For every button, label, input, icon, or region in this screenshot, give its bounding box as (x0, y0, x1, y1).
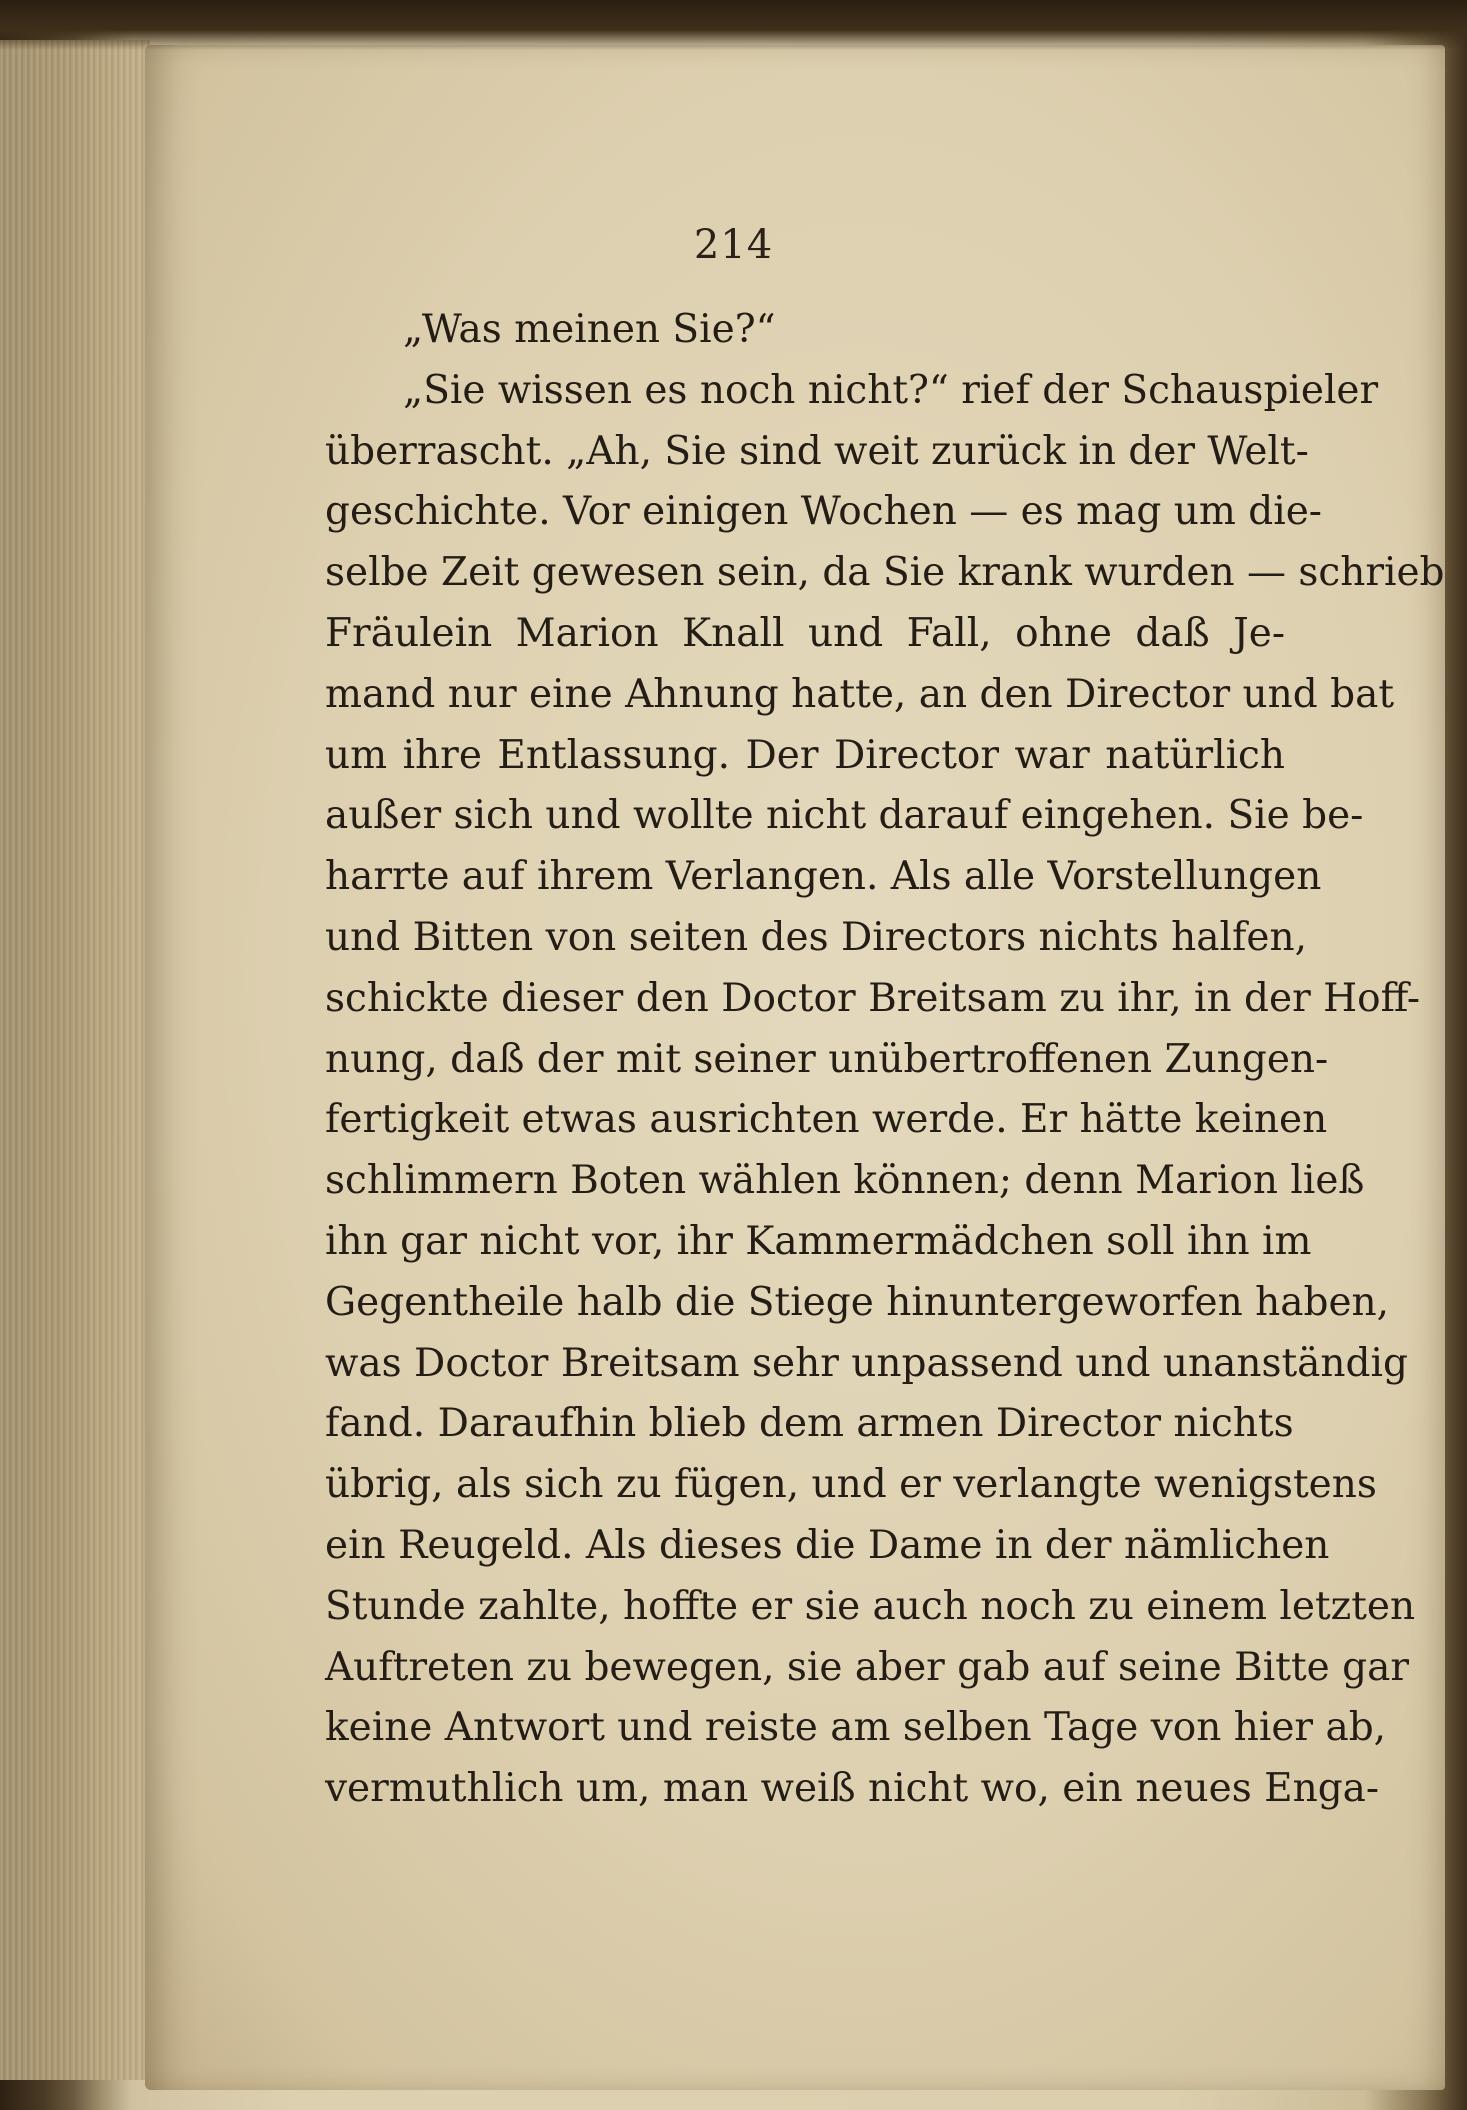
text-line: fand. Daraufhin blieb dem armen Director nichts (325, 1401, 1294, 1447)
text-line: Stunde zahlte, hoffte er sie auch noch zu einem letzten (325, 1583, 1416, 1629)
text-line: ein Reugeld. Als dieses die Dame in der nämlichen (325, 1522, 1330, 1568)
text-line: um ihre Entlassung. Der Director war natürlich (325, 732, 1285, 778)
text-line: überrascht. „Ah, Sie sind weit zurück in der Welt- (325, 428, 1309, 474)
text-line: harrte auf ihrem Verlangen. Als alle Vorstellungen (325, 854, 1322, 900)
text-line: selbe Zeit gewesen sein, da Sie krank wurden — schrieb (325, 550, 1445, 596)
text-line: mand nur eine Ahnung hatte, an den Director und bat (325, 671, 1395, 717)
text-line: und Bitten von seiten des Directors nichts halfen, (325, 914, 1308, 960)
page-edges (0, 40, 150, 2080)
text-line: was Doctor Breitsam sehr unpassend und unanständig (325, 1340, 1408, 1386)
body-text (325, 300, 1445, 1820)
text-line: übrig, als sich zu fügen, und er verlangte wenigstens (325, 1462, 1377, 1508)
text-line: „Sie wissen es noch nicht?“ rief der Schauspieler (403, 367, 1379, 413)
text-line: keine Antwort und reiste am selben Tage von hier ab, (325, 1705, 1387, 1751)
book-binding (0, 0, 1467, 50)
text-line: schlimmern Boten wählen können; denn Marion ließ (325, 1158, 1365, 1204)
text-line: Fräulein Marion Knall und Fall, ohne daß Je- (325, 610, 1285, 656)
text-line: vermuthlich um, man weiß nicht wo, ein neues Enga- (325, 1766, 1380, 1812)
text-line: fertigkeit etwas ausrichten werde. Er hätte keinen (325, 1097, 1328, 1143)
text-line: außer sich und wollte nicht darauf eingehen. Sie be- (325, 793, 1364, 839)
text-line: geschichte. Vor einigen Wochen — es mag um die- (325, 489, 1322, 535)
text-line: Auftreten zu bewegen, sie aber gab auf seine Bitte gar (325, 1644, 1409, 1690)
text-line: ihn gar nicht vor, ihr Kammermädchen soll ihn im (325, 1218, 1312, 1264)
page-number: 214 (693, 222, 774, 268)
text-line: Gegentheile halb die Stiege hinuntergeworfen haben, (325, 1279, 1390, 1325)
text-line: schickte dieser den Doctor Breitsam zu ihr, in der Hoff- (325, 975, 1421, 1021)
text-line: nung, daß der mit seiner unübertroffenen Zungen- (325, 1036, 1329, 1082)
text-line: „Was meinen Sie?“ (403, 307, 776, 352)
